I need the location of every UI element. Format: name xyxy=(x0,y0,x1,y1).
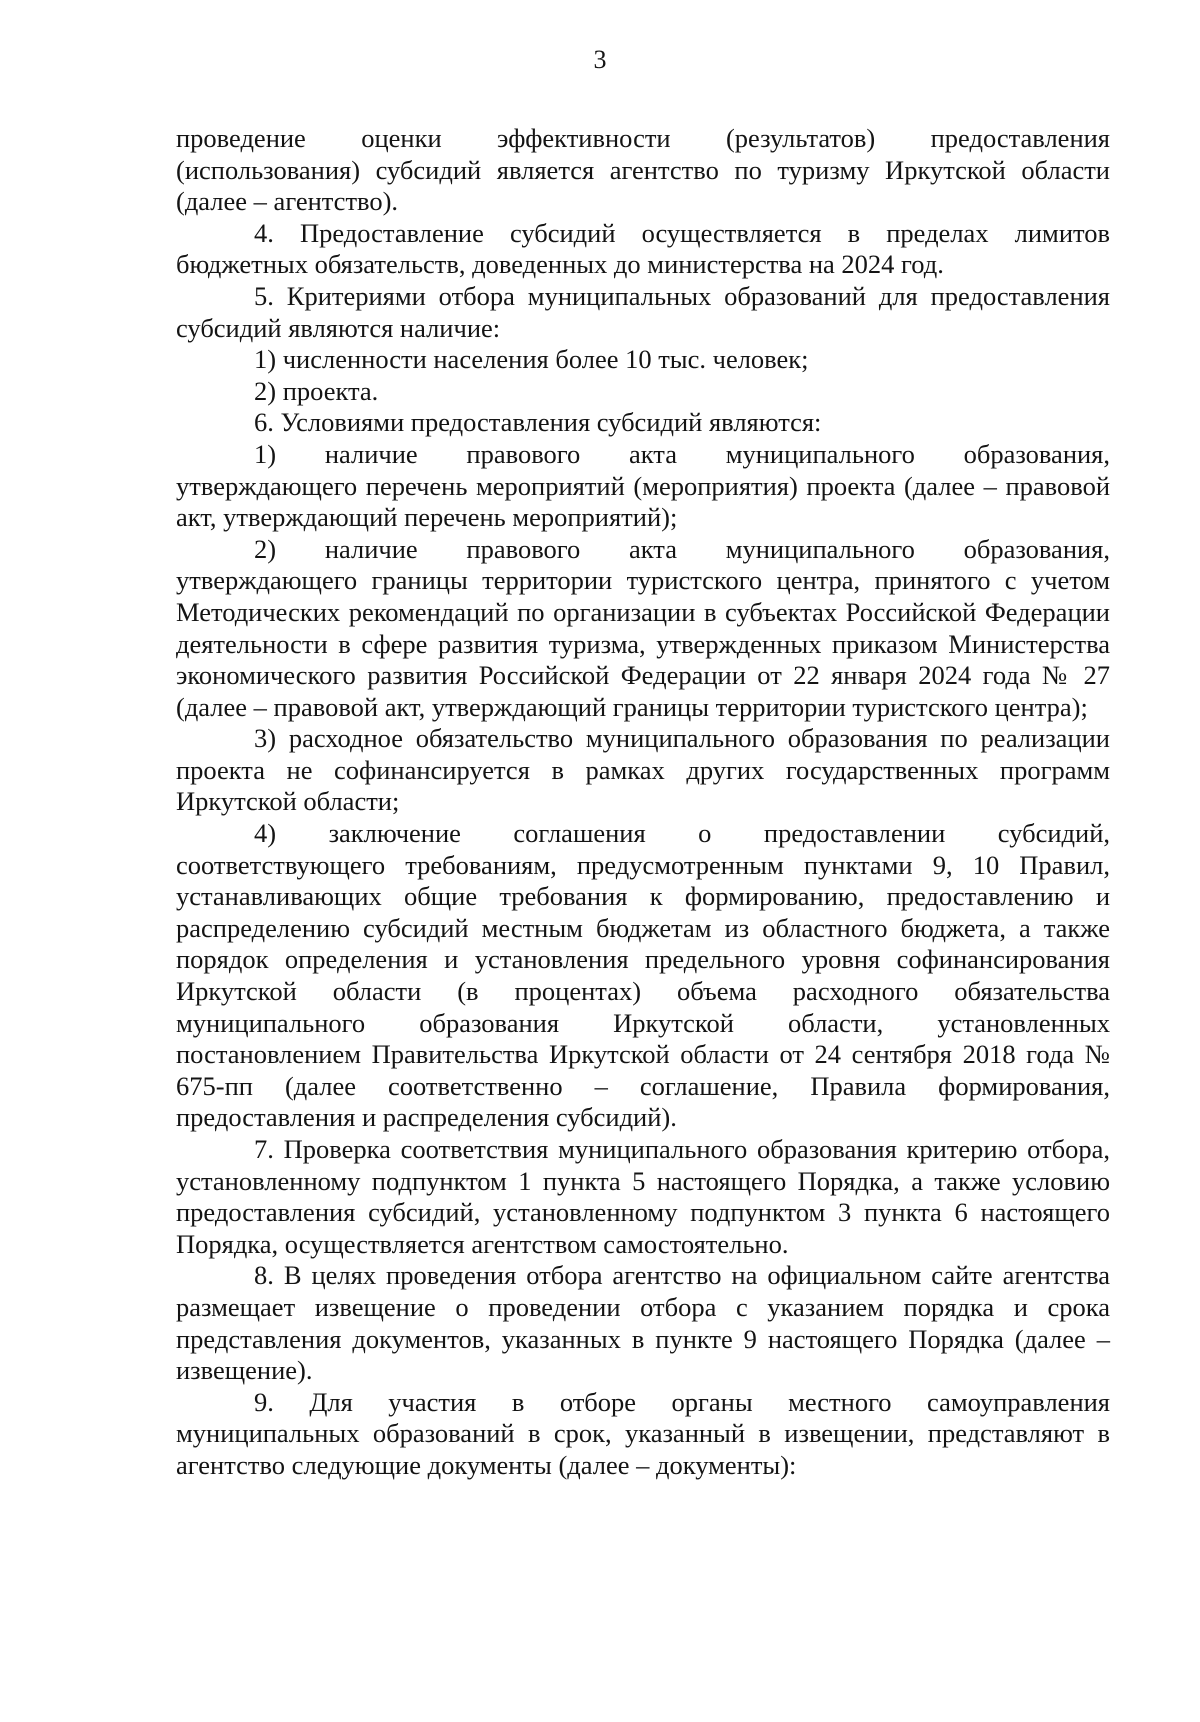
paragraph-item-6-1 xyxy=(176,439,1110,534)
paragraph-item-7: 7. Проверка соответствия муниципального образования критерию отбора, установленному подпунктом 1 пункта 5 настоящего Порядка, а также условию предоставления субсидий, установленному подпунктом 3 пункта 6 настоящего Порядка, осуществляется агентством самостоятельно. xyxy=(176,1134,1110,1259)
paragraph-first-line: 4) заключение соглашения о предоставлении субсидий, xyxy=(254,818,1110,849)
paragraph-item-6-4 xyxy=(176,818,1110,1134)
paragraph-item-8: 8. В целях проведения отбора агентство на официальном сайте агентства размещает извещение о проведении отбора с указанием порядка и срока представления документов, указанных в пункте 9 настоящего Порядка (далее – извещение). xyxy=(176,1260,1110,1386)
paragraph-continuation xyxy=(176,123,1110,218)
paragraph-first-line: 1) наличие правового акта муниципального образования, xyxy=(254,438,1110,469)
paragraph-item-5-2: 2) проекта. xyxy=(254,375,379,406)
paragraph-first-line: 9. Для участия в отборе органы местного самоуправления xyxy=(254,1386,1110,1417)
paragraph-first-line: проведение оценки эффективности (результатов) предоставления xyxy=(176,123,1110,153)
page-number: 3 xyxy=(593,45,607,74)
paragraph-first-line: 2) наличие правового акта муниципального образования, xyxy=(254,533,1110,564)
paragraph-item-6: 6. Условиями предоставления субсидий являются: xyxy=(254,407,822,438)
paragraph-item-4: 4. Предоставление субсидий осуществляется в пределах лимитов бюджетных обязательств, доведенных до министерства на 2024 год. xyxy=(176,217,1110,280)
document-body xyxy=(176,123,1110,1482)
paragraph-item-9 xyxy=(176,1387,1110,1482)
paragraph-text: (использования) субсидий является агентство по туризму Иркутской области (далее – агентство). xyxy=(176,154,1110,217)
paragraph-text: утверждающего границы территории туристского центра, принятого с учетом Методических рекомендаций по организации в субъектах Российской Федерации деятельности в сфере развития туризма, утвержденных приказом Министерства экономического развития Российской Федерации от 22 января 2024 года № 27 (далее – правовой акт, утверждающий границы территории туристского центра); xyxy=(176,565,1110,722)
paragraph-text: муниципальных образований в срок, указанный в извещении, представляют в агентство следующие документы (далее – документы): xyxy=(176,1418,1110,1480)
paragraph-text: утверждающего перечень мероприятий (мероприятия) проекта (далее – правовой акт, утверждающий перечень мероприятий); xyxy=(176,470,1110,533)
paragraph-item-5-1: 1) численности населения более 10 тыс. человек; xyxy=(254,344,809,375)
paragraph-item-6-3: 3) расходное обязательство муниципального образования по реализации проекта не софинансируется в рамках других государственных программ Иркутской области; xyxy=(176,723,1110,817)
paragraph-item-5: 5. Критериями отбора муниципальных образований для предоставления субсидий являются наличие: xyxy=(176,280,1110,343)
paragraph-text: соответствующего требованиям, предусмотренным пунктами 9, 10 Правил, устанавливающих общие требования к формированию, предоставлению и распределению субсидий местным бюджетам из областного бюджета, а также порядок определения и установления предельного уровня софинансирования Иркутской области (в процентах) объема расходного обязательства муниципального образования Иркутской области, установленных постановлением Правительства Иркутской области от 24 сентября 2018 года № 675-пп (далее соответственно – соглашение, Правила формирования, предоставления и распределения субсидий). xyxy=(176,849,1110,1133)
paragraph-item-6-2 xyxy=(176,534,1110,724)
